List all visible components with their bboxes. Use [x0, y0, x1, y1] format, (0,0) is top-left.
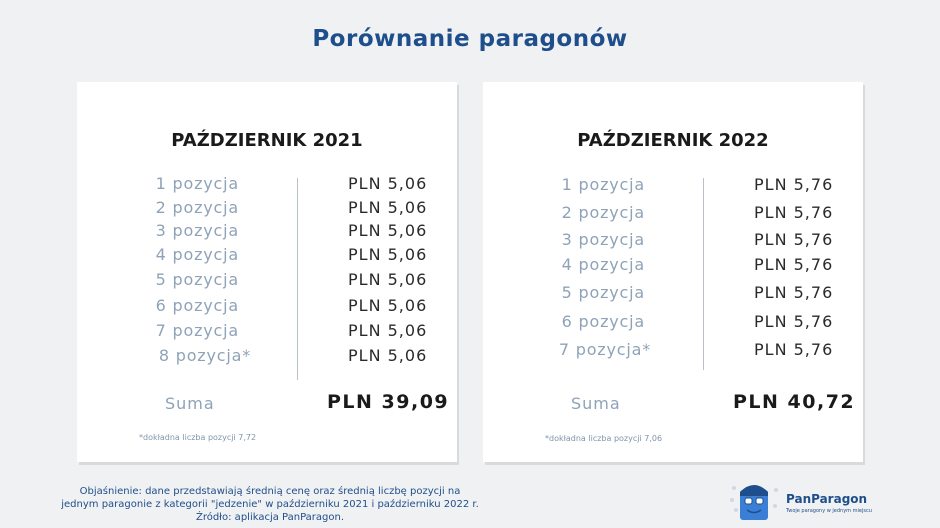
row-value: PLN 5,76 [754, 312, 834, 331]
row-label: 7 pozycja [155, 321, 239, 340]
row-label: 6 pozycja [561, 312, 645, 331]
row-value: PLN 5,76 [754, 340, 834, 359]
explanation-line: Źródło: aplikacja PanParagon. [195, 512, 345, 523]
row-value: PLN 5,76 [754, 255, 834, 274]
row-value: PLN 5,06 [348, 174, 428, 193]
sum-value: PLN 40,72 [733, 391, 856, 413]
row-value: PLN 5,06 [348, 296, 428, 315]
logo-tagline: Twoje paragony w jednym miejscu [786, 508, 872, 514]
card-heading: PAŹDZIERNIK 2022 [577, 130, 769, 151]
row-label: 2 pozycja [155, 198, 239, 217]
column-divider [297, 178, 298, 380]
row-value: PLN 5,76 [754, 230, 834, 249]
sum-label: Suma [571, 394, 621, 413]
row-value: PLN 5,06 [348, 198, 428, 217]
row-label: 3 pozycja [155, 221, 239, 240]
card-october-2021 [77, 82, 457, 462]
row-value: PLN 5,06 [348, 245, 428, 264]
sum-value: PLN 39,09 [327, 391, 450, 413]
explanation-line: jednym paragonie z kategorii "jedzenie" w październiku 2021 i październiku 2022 r. [61, 499, 479, 510]
logo-name: PanParagon [786, 492, 868, 506]
row-value: PLN 5,06 [348, 221, 428, 240]
row-label: 6 pozycja [155, 296, 239, 315]
row-value: PLN 5,06 [348, 321, 428, 340]
footnote: *dokładna liczba pozycji 7,72 [139, 433, 257, 442]
row-label: 8 pozycja* [158, 346, 251, 365]
row-value: PLN 5,76 [754, 203, 834, 222]
card-october-2022 [483, 82, 863, 462]
panparagon-logo [728, 478, 872, 522]
row-label: 2 pozycja [561, 203, 645, 222]
row-label: 5 pozycja [155, 270, 239, 289]
row-label: 4 pozycja [155, 245, 239, 264]
row-value: PLN 5,06 [348, 270, 428, 289]
row-label: 7 pozycja* [558, 340, 651, 359]
sum-label: Suma [165, 394, 215, 413]
row-label: 4 pozycja [561, 255, 645, 274]
row-label: 5 pozycja [561, 283, 645, 302]
row-label: 1 pozycja [155, 174, 239, 193]
row-label: 3 pozycja [561, 230, 645, 249]
footnote: *dokładna liczba pozycji 7,06 [545, 434, 663, 443]
panparagon-mascot-icon [728, 478, 780, 522]
row-value: PLN 5,76 [754, 283, 834, 302]
page-title: Porównanie paragonów [312, 26, 628, 52]
column-divider [703, 178, 704, 370]
explanation-text [60, 485, 480, 524]
explanation-line: Objaśnienie: dane przedstawiają średnią cenę oraz średnią liczbę pozycji na [79, 486, 461, 497]
row-label: 1 pozycja [561, 175, 645, 194]
card-heading: PAŹDZIERNIK 2021 [171, 130, 363, 151]
row-value: PLN 5,06 [348, 346, 428, 365]
row-value: PLN 5,76 [754, 175, 834, 194]
